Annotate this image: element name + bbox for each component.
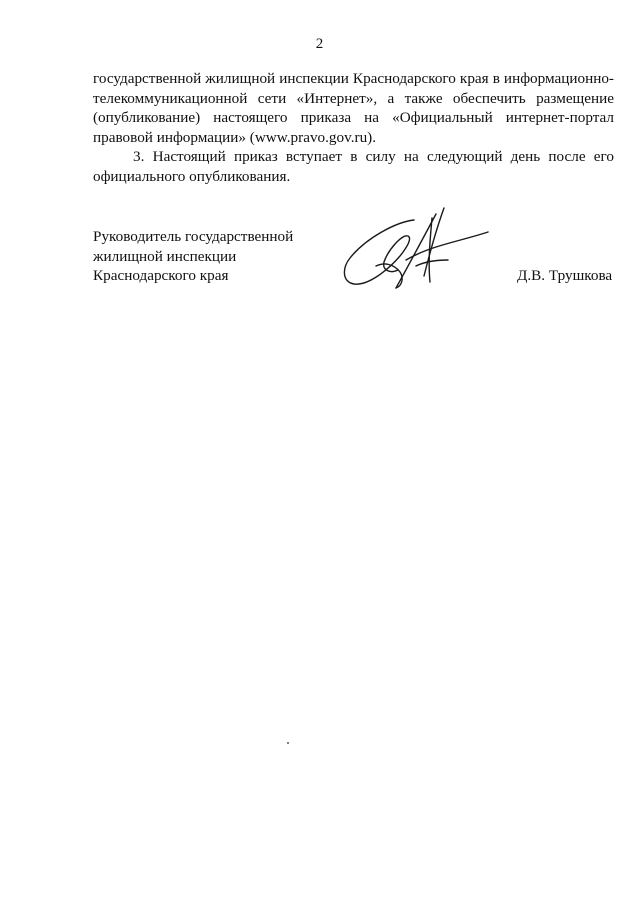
scan-speck xyxy=(287,742,289,744)
page-number: 2 xyxy=(315,36,324,52)
position-line: жилищной инспекции xyxy=(93,247,237,265)
paragraph-continuation: государственной жилищной инспекции Краснодарского края в информационно-телекоммуникационной сети «Интернет», а также обеспечить размещение (опубликование) настоящего приказа на «Официальный интернет-портал правовой информации» (www.pravo.gov.ru). xyxy=(93,70,614,146)
position-line: Краснодарского края xyxy=(93,267,229,284)
signatory-position xyxy=(93,227,333,286)
handwritten-signature xyxy=(336,200,496,300)
position-line: Руководитель государственной xyxy=(93,228,294,245)
document-body xyxy=(93,69,614,186)
signer-name: Д.В. Трушкова xyxy=(517,267,613,284)
paragraph-item-3: 3. Настоящий приказ вступает в силу на следующий день после его официального опубликования. xyxy=(93,148,614,185)
signature-lower-stroke xyxy=(416,260,448,266)
